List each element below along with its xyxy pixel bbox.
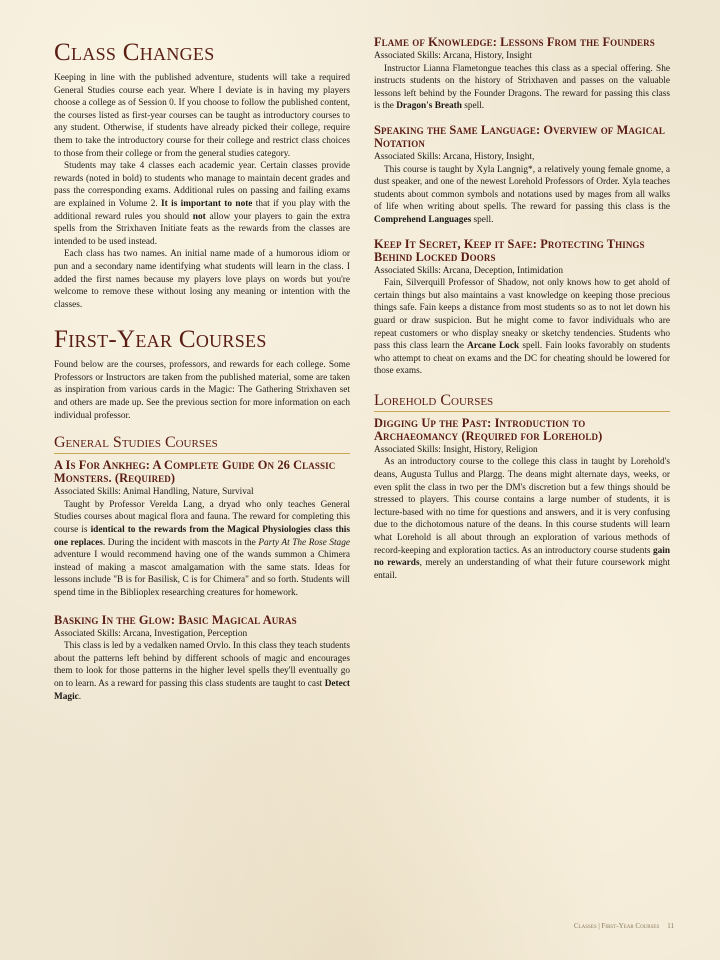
course-skills: Associated Skills: Arcana, History, Insight [374,51,532,61]
paragraph: Found below are the courses, professors, and rewards for each college. Some Professors or Instructors are taken from the published material, some are taken as inspiration from various cards in the Magic: The Gathering Strixhaven set and others are made up. See the previous section for more information on each individual professor. [54,360,350,421]
course-skills: Associated Skills: Insight, History, Religion [374,444,538,455]
course-skills: Associated Skills: Arcana, Investigation, Perception [54,628,248,639]
course-description: This course is taught by Xyla Langnig*, a relatively young female gnome, a dust speaker, and one of the newest Lorehold Professors of Order. Xyla teaches students about common symbols and notations used by mages from all walks of life when writing about spells. The reward for passing this class is the Comprehend Languages spell. [374,164,670,225]
course-skills: Associated Skills: Animal Handling, Nature, Survival [54,487,254,498]
course-title: Digging Up the Past: Introduction to Archaeomancy (Required for Lorehold) [374,415,603,443]
page-footer [574,922,674,930]
heading-lorehold-courses: Lorehold Courses [374,392,670,412]
course-title: Flame of Knowledge: Lessons From the Founders [374,35,655,49]
paragraph: Keeping in line with the published adventure, students will take a required General Studies course each year. Where I deviate is in having my players choose a college as of Session 0. If you choose to follow the published content, the courses listed as first-year courses can be taught as introductory courses to any student. Otherwise, if students have already picked their college, require them to take the introductory course for their college and restrict class choices to those from their college or from the general studies category. [54,73,350,159]
course-title: A Is For Ankheg: A Complete Guide On 26 Classic Monsters. (Required) [54,458,336,486]
right-column [374,32,670,932]
heading-class-changes: Class Changes [54,39,215,66]
footer-section: Classes | First-Year Courses [573,922,660,930]
paragraph: Each class has two names. An initial name made of a humorous idiom or pun and a secondary name identifying what students will learn in the class. I added the first names because my players love plays on words but you're welcome to remove these without losing any meaning or intention with the classes. [54,249,350,310]
course-title: Keep It Secret, Keep it Safe: Protecting Things Behind Locked Doors [374,236,645,264]
course-description: As an introductory course to the college this class in taught by Lorehold's deans, Augusta Tullus and Plargg. The deans might alternate days, weeks, or even split the class in two per the DM's discretion but a few things should be stressed to players. This course contains a large number of students, it is lecture-based with no time for questions and answers, and it is very confusing due to the dichotomous nature of the deans. In this course students will learn what Lorehold is all about through an exploration of various methods of record-keeping and exploration tactics. As an introductory course students gain no rewards, merely an understanding of what their future coursework might entail. [374,457,670,581]
page-number: 11 [667,922,674,930]
course-description: Taught by Professor Verelda Lang, a dryad who only teaches General Studies courses about magical flora and fauna. The reward for completing this course is identical to the rewards from the Magical Physiologies class this one replaces. During the incident with mascots in the Party At The Rose Stage adventure I would recommend having one of the wands summon a Chimera instead of making a mascot amalgamation with the same stats. Ideas for lessons include "B is for Basilisk, C is for Chimera" and so forth. Students will spend time in the Biblioplex researching creatures for homework. [54,499,350,598]
course-description: This class is led by a vedalken named Orvlo. In this class they teach students about the patterns left behind by different schools of magic and encourages them to look for those patterns in the higher level spells they'll eventually go on to learn. As a reward for passing this class students are taught to cast Detect Magic. [54,641,350,702]
course-skills: Associated Skills: Arcana, History, Insight, [374,151,535,162]
course-description: Fain, Silverquill Professor of Shadow, not only knows how to get ahold of certain things but also maintains a vast knowledge on keeping those precious things safe. Fain keeps a distance from most students so as to not let down his guard or draw suspicion. But he might come to favor individuals who are repeat customers or who display sneaky or sketchy tendencies. Students who pass this class learn the Arcane Lock spell. Fain looks favorably on students who attempt to cheat on exams and the DC for cheating should be lowered for those exams. [374,278,670,377]
page [54,32,670,932]
paragraph: Students may take 4 classes each academic year. Certain classes provide rewards (noted in bold) to students who manage to maintain decent grades and pass the corresponding exams. Additional rules on passing and failing exams are explained in Volume 2. It is important to note that if you play with the additional reward rules you should not allow your players to gain the extra spells from the Strixhaven Initiate feats as the rewards from the classes are intended to be used instead. [54,161,351,247]
course-title: Speaking the Same Language: Overview of Magical Notation [374,122,665,150]
heading-first-year-courses: First-Year Courses [54,326,267,354]
left-column [54,32,350,932]
course-skills: Associated Skills: Arcana, Deception, Intimidation [374,265,563,276]
course-description: Instructor Lianna Flametongue teaches this class as a special offering. She instructs students on the history of Strixhaven and passes on the valuable lessons left behind by the Founder Dragons. The reward for passing this class is the Dragon's Breath spell. [374,63,670,112]
heading-general-studies: General Studies Courses [54,434,350,454]
course-title: Basking In the Glow: Basic Magical Auras [54,612,297,627]
